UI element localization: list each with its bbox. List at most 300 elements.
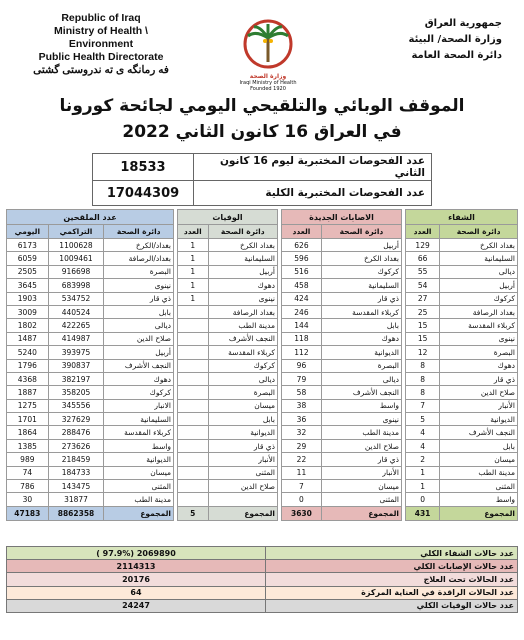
count-cell [178,372,209,385]
daily-cell: 6059 [7,252,49,265]
directorate-cell: بغداد الرصافة [208,305,277,318]
summary-value: 20176 [7,573,266,586]
total-value: 5 [178,506,209,520]
table-row [7,239,174,252]
logo-arabic: وزارة الصحة [249,73,287,80]
ministry-logo [222,18,314,90]
daily-cell: 1796 [7,359,49,372]
table-row [178,493,278,506]
table-row [178,239,278,252]
directorate-cell: ميسان [104,466,174,479]
table-row [178,319,278,332]
col-directorate: دائرة الصحة [321,225,401,239]
table-row [7,346,174,359]
daily-cell: 1701 [7,413,49,426]
count-cell: 7 [282,480,322,493]
table-row [178,359,278,372]
directorate-cell: السليمانية [321,279,401,292]
count-cell: 246 [282,305,322,318]
total-cumulative: 8862358 [48,506,104,520]
count-cell: 8 [406,386,440,399]
page-subtitle: في العراق 16 كانون الثاني 2022 [122,122,402,142]
header-arabic [382,16,502,64]
directorate-cell: أربيل [104,346,174,359]
directorate-cell: الأنبار [440,399,518,412]
cumulative-cell: 345556 [48,399,104,412]
count-cell: 54 [406,279,440,292]
count-cell: 58 [282,386,322,399]
directorate-cell: ميسان [321,480,401,493]
directorate-cell: النجف الأشرف [321,386,401,399]
daily-cell: 1864 [7,426,49,439]
directorate-cell: بابل [104,305,174,318]
col-count: العدد [406,225,440,239]
summary-value: ( 97.9%) 2069890 [7,547,266,560]
cumulative-cell: 218459 [48,453,104,466]
count-cell: 144 [282,319,322,332]
directorate-cell: صلاح الدين [321,439,401,452]
count-cell: 4 [406,426,440,439]
cumulative-cell: 916698 [48,265,104,278]
directorate-cell: السليمانية [440,252,518,265]
cumulative-cell: 327629 [48,413,104,426]
directorate-cell: كركوك [440,292,518,305]
directorate-cell: الانبار [104,399,174,412]
summary-label: عدد الحالات الراقدة في العناية المركزة [266,586,518,599]
summary-label: عدد الحالات تحت العلاج [266,573,518,586]
table-row [406,332,518,345]
count-cell: 1 [178,239,209,252]
total-tests-value: 17044309 [93,181,194,206]
count-cell: 4 [406,439,440,452]
count-cell: 11 [282,466,322,479]
infections-title: الاصابات الجديدة [282,210,402,225]
summary-body [7,547,518,613]
table-row [178,466,278,479]
summary-table [6,546,518,613]
directorate-cell: الديوانية [321,346,401,359]
directorate-cell: الديوانية [208,426,277,439]
directorate-cell: واسط [440,493,518,506]
table-row [178,346,278,359]
table-row [282,239,402,252]
directorate-cell: بغداد الكرخ [440,239,518,252]
table-row [178,265,278,278]
count-cell: 79 [282,372,322,385]
total-label: المجموع [440,506,518,520]
directorate-cell: نينوى [208,292,277,305]
table-row [406,346,518,359]
directorate-cell: المثنى [321,493,401,506]
daily-cell: 74 [7,466,49,479]
count-cell: 596 [282,252,322,265]
count-cell [178,319,209,332]
directorate-cell: ديالى [321,372,401,385]
table-row [7,493,174,506]
table-row [406,386,518,399]
cumulative-cell: 390837 [48,359,104,372]
cumulative-cell: 534752 [48,292,104,305]
cumulative-cell: 273626 [48,439,104,452]
count-cell: 1 [406,466,440,479]
table-row [178,413,278,426]
table-row [406,493,518,506]
directorate-cell: البصرة [321,359,401,372]
table-row [406,305,518,318]
count-cell: 29 [282,439,322,452]
cumulative-cell: 143475 [48,480,104,493]
total-daily: 47183 [7,506,49,520]
table-row [282,439,402,452]
directorate-cell: دهوك [104,372,174,385]
cumulative-cell: 440524 [48,305,104,318]
table-row [282,265,402,278]
count-cell: 1 [406,480,440,493]
count-cell: 0 [282,493,322,506]
cumulative-cell: 288476 [48,426,104,439]
total-row [406,506,518,520]
logo-english: Iraqi Ministry of Health [239,80,297,86]
directorate-cell: واسط [321,399,401,412]
directorate-cell: الأنبار [208,453,277,466]
count-cell: 626 [282,239,322,252]
daily-tests-label: عدد الفحوصات المختبرية ليوم 16 كانون الثاني [194,154,432,181]
table-row [178,386,278,399]
count-cell: 8 [406,359,440,372]
table-row [406,265,518,278]
directorate-cell: كركوك [104,386,174,399]
directorate-cell: بابل [208,413,277,426]
table-row [406,480,518,493]
table-row [178,305,278,318]
col-directorate: دائرة الصحة [104,225,174,239]
directorate-cell: أربيل [440,279,518,292]
count-cell [178,480,209,493]
cumulative-cell: 1100628 [48,239,104,252]
directorate-cell: السليمانية [104,413,174,426]
directorate-cell: كربلاء المقدسة [208,346,277,359]
deaths-table [177,209,278,521]
total-tests-label: عدد الفحوصات المختبرية الكلية [194,181,432,206]
count-cell [178,466,209,479]
directorate-cell: ذي قار [104,292,174,305]
count-cell: 1 [178,265,209,278]
col-count: العدد [282,225,322,239]
daily-cell: 786 [7,480,49,493]
total-tests-row [93,181,432,206]
total-label: المجموع [208,506,277,520]
directorate-cell: المثنى [104,480,174,493]
count-cell: 27 [406,292,440,305]
table-row [406,239,518,252]
daily-cell: 5240 [7,346,49,359]
table-row [178,332,278,345]
table-row [282,279,402,292]
total-label: المجموع [321,506,401,520]
summary-value: 2114313 [7,560,266,573]
directorate-cell: مدينة الطب [104,493,174,506]
directorate-cell: ذي قار [321,292,401,305]
directorate-cell: مدينة الطب [208,319,277,332]
table-row [7,480,174,493]
directorate-cell: المثنى [208,466,277,479]
directorate-cell: دهوك [440,359,518,372]
table-row [7,319,174,332]
table-row [178,279,278,292]
directorate-cell: بغداد/الرصافة [104,252,174,265]
recovery-table [405,209,518,521]
table-row [178,480,278,493]
directorate-cell: أربيل [321,239,401,252]
col-count: العدد [178,225,209,239]
table-row [282,426,402,439]
count-cell [178,332,209,345]
count-cell: 38 [282,399,322,412]
directorate-cell: بغداد الكرخ [208,239,277,252]
directorate-cell: دهوك [208,279,277,292]
table-row [282,386,402,399]
directorate-cell: النجف الأشرف [208,332,277,345]
count-cell [178,386,209,399]
directorate-cell: النجف الأشرف [104,359,174,372]
cumulative-cell: 414987 [48,332,104,345]
col-daily: اليومي [7,225,49,239]
total-value: 3630 [282,506,322,520]
cumulative-cell: 1009461 [48,252,104,265]
count-cell: 66 [406,252,440,265]
directorate-cell: نينوى [104,279,174,292]
table-row [406,426,518,439]
count-cell: 5 [406,413,440,426]
count-cell: 22 [282,453,322,466]
header-line: جمهورية العراق [424,18,502,29]
table-row [7,305,174,318]
directorate-cell: أربيل [208,265,277,278]
header-english [26,12,176,77]
summary-label: عدد حالات الإصابات الكلي [266,560,518,573]
count-cell [178,305,209,318]
directorate-cell: واسط [104,439,174,452]
table-row [178,292,278,305]
directorate-cell: ديالى [208,372,277,385]
count-cell: 32 [282,426,322,439]
count-cell [178,426,209,439]
table-row [7,252,174,265]
daily-cell: 1385 [7,439,49,452]
count-cell: 12 [406,346,440,359]
directorate-cell: ذي قار [440,372,518,385]
cumulative-cell: 683998 [48,279,104,292]
directorate-cell: كربلاء المقدسة [440,319,518,332]
daily-cell: 1903 [7,292,49,305]
count-cell [178,359,209,372]
directorate-cell: نينوى [440,332,518,345]
directorate-cell: بابل [440,439,518,452]
count-cell: 25 [406,305,440,318]
header-line: Public Health Directorate [38,51,164,63]
table-row [282,292,402,305]
table-row [282,359,402,372]
directorate-cell: صلاح الدين [208,480,277,493]
cumulative-cell: 422265 [48,319,104,332]
total-value: 431 [406,506,440,520]
daily-cell: 1802 [7,319,49,332]
count-cell: 2 [406,453,440,466]
table-row [7,453,174,466]
logo-year: Founded 1920 [250,86,286,92]
daily-cell: 1487 [7,332,49,345]
directorate-cell: البصرة [440,346,518,359]
daily-tests-value: 18533 [93,154,194,181]
table-row [178,252,278,265]
count-cell: 96 [282,359,322,372]
directorate-cell: المثنى [440,480,518,493]
directorate-cell: بغداد الرصافة [440,305,518,318]
daily-cell: 989 [7,453,49,466]
directorate-cell: الديوانية [104,453,174,466]
table-row [178,439,278,452]
directorate-cell: ذي قار [208,439,277,452]
table-row [406,453,518,466]
total-row [178,506,278,520]
col-directorate: دائرة الصحة [440,225,518,239]
cumulative-cell: 358205 [48,386,104,399]
summary-value: 24247 [7,599,266,612]
table-row [282,480,402,493]
count-cell [178,453,209,466]
header-line: Ministry of Health \ Environment [54,25,148,50]
table-row [7,292,174,305]
total-row [7,506,174,520]
directorate-cell: كركوك [208,359,277,372]
directorate-cell: دهوك [321,332,401,345]
directorate-cell: ميسان [440,453,518,466]
directorate-cell: الأنبار [321,466,401,479]
table-row [7,279,174,292]
deaths-title: الوفيات [178,210,278,225]
count-cell [178,413,209,426]
count-cell [178,399,209,412]
vaccinated-table [6,209,174,521]
table-row [282,372,402,385]
directorate-cell: صلاح الدين [440,386,518,399]
table-row [406,399,518,412]
recovery-title: الشفاء [406,210,518,225]
table-row [7,399,174,412]
header-line: Republic of Iraq [61,12,141,24]
infections-body [282,210,402,521]
table-row [406,413,518,426]
daily-cell: 30 [7,493,49,506]
count-cell [178,346,209,359]
palm-tree-icon [222,18,314,70]
directorate-cell: النجف الأشرف [440,426,518,439]
cumulative-cell: 393975 [48,346,104,359]
table-row [178,453,278,466]
table-row [7,265,174,278]
daily-cell: 3645 [7,279,49,292]
table-row [282,332,402,345]
table-row [7,426,174,439]
table-row [406,319,518,332]
daily-cell: 3009 [7,305,49,318]
directorate-cell: نينوى [321,413,401,426]
infections-table [281,209,402,521]
table-row [406,252,518,265]
table-row [7,466,174,479]
cumulative-cell: 184733 [48,466,104,479]
summary-label: عدد حالات الوفيات الكلي [266,599,518,612]
table-row [406,359,518,372]
count-cell: 1 [178,252,209,265]
directorate-cell: ذي قار [321,453,401,466]
summary-row [7,547,518,560]
col-directorate: دائرة الصحة [208,225,277,239]
table-row [282,413,402,426]
table-row [282,346,402,359]
directorate-cell: ديالى [104,319,174,332]
header-line: دائرة الصحة العامة [411,50,502,61]
daily-cell: 4368 [7,372,49,385]
directorate-cell: صلاح الدين [104,332,174,345]
table-row [282,493,402,506]
directorate-cell: بغداد الكرخ [321,252,401,265]
page-title: الموقف الوبائي والتلقيحي اليومي لجائحة كورونا [59,96,465,116]
directorate-cell: السليمانية [208,252,277,265]
directorate-cell: ديالى [440,265,518,278]
count-cell: 36 [282,413,322,426]
directorate-cell: البصرة [104,265,174,278]
table-row [406,279,518,292]
total-row [282,506,402,520]
deaths-body [178,210,278,521]
summary-row [7,586,518,599]
directorate-cell: مدينة الطب [321,426,401,439]
count-cell: 458 [282,279,322,292]
table-row [7,359,174,372]
cumulative-cell: 31877 [48,493,104,506]
summary-row [7,573,518,586]
table-row [406,466,518,479]
table-row [7,386,174,399]
count-cell: 129 [406,239,440,252]
directorate-cell: مدينة الطب [440,466,518,479]
table-row [282,466,402,479]
count-cell: 15 [406,332,440,345]
count-cell [178,493,209,506]
table-row [7,332,174,345]
total-label: المجموع [104,506,174,520]
table-row [282,305,402,318]
count-cell: 118 [282,332,322,345]
table-row [178,426,278,439]
table-row [406,292,518,305]
table-row [282,399,402,412]
directorate-cell: كربلاء المقدسة [321,305,401,318]
count-cell: 0 [406,493,440,506]
table-row [7,439,174,452]
table-row [178,372,278,385]
directorate-cell: الديوانية [440,413,518,426]
table-row [178,399,278,412]
table-row [7,413,174,426]
directorate-cell [208,493,277,506]
directorate-cell: بابل [321,319,401,332]
directorate-cell: ميسان [208,399,277,412]
lab-tests-table [92,153,432,206]
count-cell: 424 [282,292,322,305]
table-row [406,439,518,452]
